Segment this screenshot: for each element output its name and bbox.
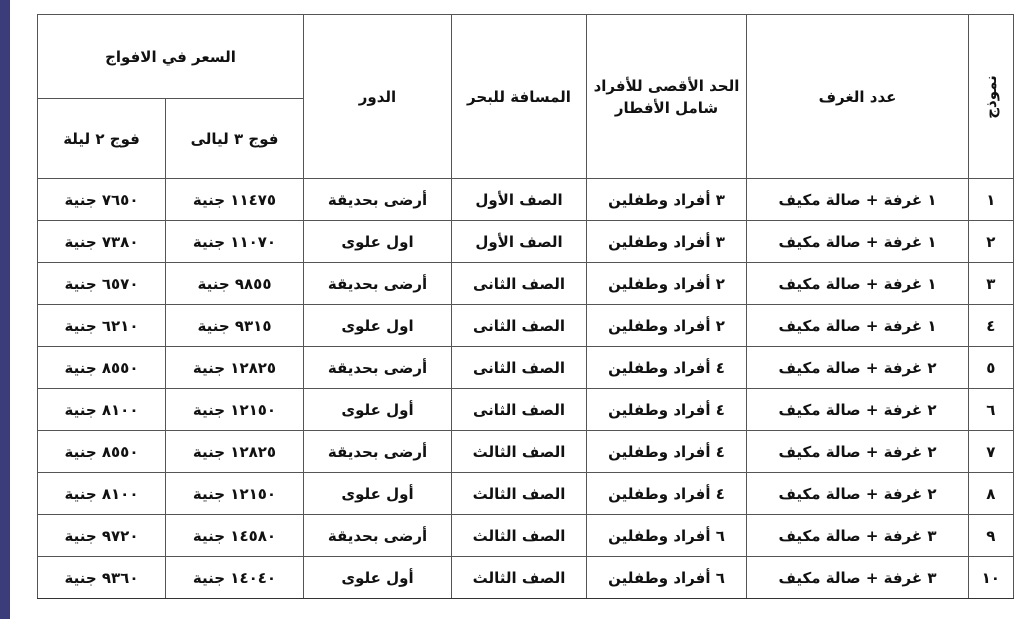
table-row (38, 515, 1014, 557)
cell-floor: أول علوى (304, 389, 452, 431)
cell-distance: الصف الأول (452, 221, 587, 263)
cell-floor: أرضى بحديقة (304, 179, 452, 221)
cell-rooms: ١ غرفة + صالة مكيف (747, 179, 969, 221)
cell-floor: أرضى بحديقة (304, 515, 452, 557)
cell-price-3-nights: ١٢٨٢٥ جنية (166, 347, 304, 389)
cell-persons: ٢ أفراد وطفلين (587, 305, 747, 347)
cell-model: ١٠ (969, 557, 1014, 599)
table-row (38, 263, 1014, 305)
cell-price-2-nights: ٨٥٥٠ جنية (38, 347, 166, 389)
cell-persons: ٤ أفراد وطفلين (587, 347, 747, 389)
table-body (38, 179, 1014, 599)
cell-floor: أول علوى (304, 473, 452, 515)
cell-price-3-nights: ١١٠٧٠ جنية (166, 221, 304, 263)
header-price-3-nights: فوج ٣ ليالى (166, 99, 304, 179)
cell-price-3-nights: ١١٤٧٥ جنية (166, 179, 304, 221)
cell-model: ٣ (969, 263, 1014, 305)
cell-persons: ٤ أفراد وطفلين (587, 473, 747, 515)
cell-rooms: ٢ غرفة + صالة مكيف (747, 473, 969, 515)
cell-distance: الصف الثانى (452, 305, 587, 347)
cell-rooms: ١ غرفة + صالة مكيف (747, 263, 969, 305)
table-row (38, 557, 1014, 599)
cell-model: ٩ (969, 515, 1014, 557)
cell-model: ١ (969, 179, 1014, 221)
cell-price-2-nights: ٧٦٥٠ جنية (38, 179, 166, 221)
cell-distance: الصف الثانى (452, 263, 587, 305)
header-max-persons: الحد الأقصى للأفراد شامل الأفطار (587, 15, 747, 179)
table-row (38, 389, 1014, 431)
cell-model: ٧ (969, 431, 1014, 473)
cell-price-2-nights: ٧٣٨٠ جنية (38, 221, 166, 263)
cell-price-3-nights: ١٢١٥٠ جنية (166, 389, 304, 431)
cell-persons: ٢ أفراد وطفلين (587, 263, 747, 305)
cell-persons: ٣ أفراد وطفلين (587, 221, 747, 263)
cell-price-3-nights: ٩٣١٥ جنية (166, 305, 304, 347)
cell-distance: الصف الثانى (452, 389, 587, 431)
cell-distance: الصف الأول (452, 179, 587, 221)
header-floor: الدور (304, 15, 452, 179)
table-row (38, 431, 1014, 473)
header-price-2-nights: فوج ٢ ليلة (38, 99, 166, 179)
cell-price-2-nights: ٨١٠٠ جنية (38, 473, 166, 515)
window-left-edge (0, 0, 10, 619)
cell-floor: أرضى بحديقة (304, 263, 452, 305)
header-model: نموذج (969, 15, 1014, 179)
cell-price-2-nights: ٨١٠٠ جنية (38, 389, 166, 431)
cell-rooms: ٢ غرفة + صالة مكيف (747, 389, 969, 431)
cell-model: ٦ (969, 389, 1014, 431)
cell-price-3-nights: ٩٨٥٥ جنية (166, 263, 304, 305)
cell-model: ٨ (969, 473, 1014, 515)
cell-rooms: ١ غرفة + صالة مكيف (747, 305, 969, 347)
cell-price-2-nights: ٨٥٥٠ جنية (38, 431, 166, 473)
cell-distance: الصف الثانى (452, 347, 587, 389)
cell-model: ٢ (969, 221, 1014, 263)
cell-rooms: ٣ غرفة + صالة مكيف (747, 515, 969, 557)
table-row (38, 305, 1014, 347)
header-distance: المسافة للبحر (452, 15, 587, 179)
cell-price-2-nights: ٦٢١٠ جنية (38, 305, 166, 347)
table-row (38, 221, 1014, 263)
cell-distance: الصف الثالث (452, 473, 587, 515)
cell-persons: ٦ أفراد وطفلين (587, 515, 747, 557)
cell-persons: ٤ أفراد وطفلين (587, 431, 747, 473)
cell-persons: ٣ أفراد وطفلين (587, 179, 747, 221)
cell-price-2-nights: ٩٣٦٠ جنية (38, 557, 166, 599)
header-rooms: عدد الغرف (747, 15, 969, 179)
cell-price-3-nights: ١٤٠٤٠ جنية (166, 557, 304, 599)
cell-persons: ٤ أفراد وطفلين (587, 389, 747, 431)
cell-floor: أرضى بحديقة (304, 431, 452, 473)
cell-price-2-nights: ٩٧٢٠ جنية (38, 515, 166, 557)
cell-distance: الصف الثالث (452, 515, 587, 557)
pricing-table (37, 14, 1014, 599)
cell-model: ٥ (969, 347, 1014, 389)
cell-price-3-nights: ١٤٥٨٠ جنية (166, 515, 304, 557)
cell-distance: الصف الثالث (452, 557, 587, 599)
cell-distance: الصف الثالث (452, 431, 587, 473)
table-row (38, 179, 1014, 221)
cell-floor: اول علوى (304, 221, 452, 263)
header-price-group: السعر في الافواج (38, 15, 304, 99)
cell-rooms: ٢ غرفة + صالة مكيف (747, 347, 969, 389)
table-row (38, 347, 1014, 389)
cell-floor: أول علوى (304, 557, 452, 599)
cell-floor: أرضى بحديقة (304, 347, 452, 389)
cell-rooms: ١ غرفة + صالة مكيف (747, 221, 969, 263)
table-row (38, 473, 1014, 515)
cell-floor: اول علوى (304, 305, 452, 347)
cell-model: ٤ (969, 305, 1014, 347)
document-page (10, 0, 1024, 619)
cell-rooms: ٢ غرفة + صالة مكيف (747, 431, 969, 473)
cell-price-3-nights: ١٢٨٢٥ جنية (166, 431, 304, 473)
cell-price-3-nights: ١٢١٥٠ جنية (166, 473, 304, 515)
cell-price-2-nights: ٦٥٧٠ جنية (38, 263, 166, 305)
cell-rooms: ٣ غرفة + صالة مكيف (747, 557, 969, 599)
cell-persons: ٦ أفراد وطفلين (587, 557, 747, 599)
